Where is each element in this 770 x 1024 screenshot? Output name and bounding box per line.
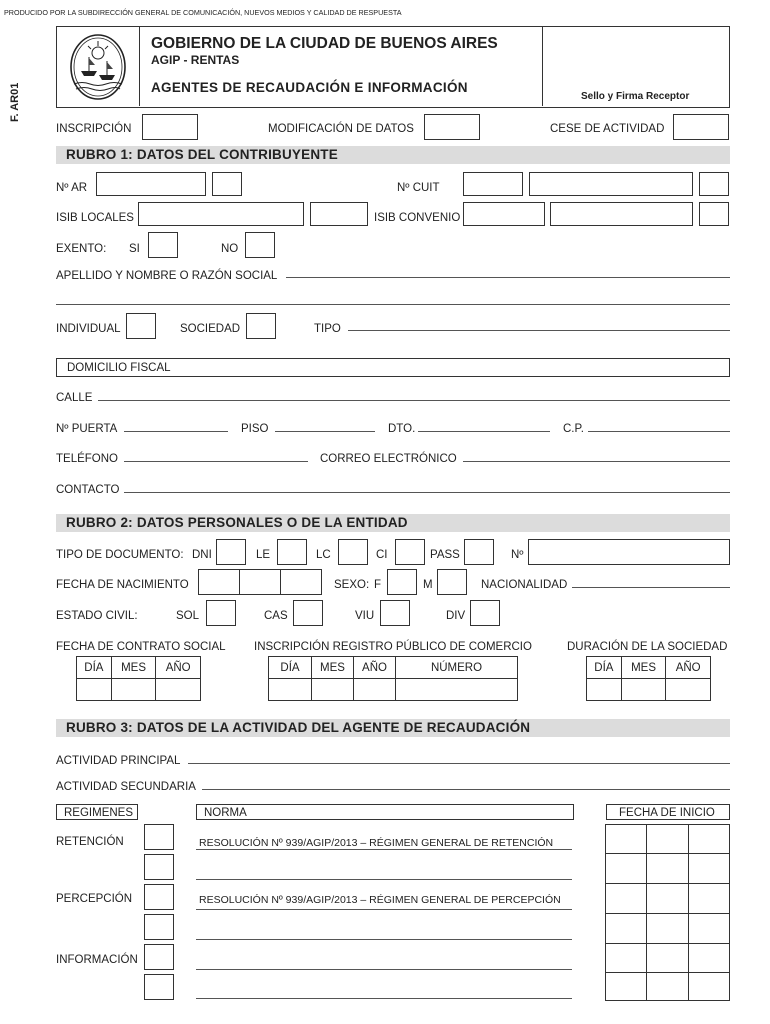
contrato-dia-input[interactable] bbox=[77, 679, 112, 701]
norma-line-3[interactable] bbox=[196, 909, 572, 910]
informacion-label: INFORMACIÓN bbox=[56, 954, 138, 966]
viu-label: VIU bbox=[355, 610, 375, 622]
sexo-m-checkbox[interactable] bbox=[437, 569, 467, 595]
actividad-secundaria-label: ACTIVIDAD SECUNDARIA bbox=[56, 781, 196, 793]
fecha-contrato-table bbox=[76, 656, 201, 701]
registro-dia-header: DÍA bbox=[269, 657, 312, 679]
regimen-checkbox-3[interactable] bbox=[144, 884, 174, 910]
registro-anio-header: AÑO bbox=[354, 657, 396, 679]
registro-anio-input[interactable] bbox=[354, 679, 396, 701]
div-label: DIV bbox=[446, 610, 466, 622]
registro-numero-header: NÚMERO bbox=[396, 657, 518, 679]
le-label: LE bbox=[256, 549, 271, 561]
res-retencion-text: RESOLUCIÓN Nº 939/AGIP/2013 – RÉGIMEN GENERAL DE RETENCIÓN bbox=[199, 837, 554, 849]
nacionalidad-label: NACIONALIDAD bbox=[481, 579, 568, 591]
nro-ar-input[interactable] bbox=[96, 172, 206, 196]
ci-label: CI bbox=[376, 549, 388, 561]
fecha-nac-anio-input[interactable] bbox=[280, 569, 322, 595]
fecha-nac-label: FECHA DE NACIMIENTO bbox=[56, 579, 189, 591]
cese-label: CESE DE ACTIVIDAD bbox=[550, 123, 665, 135]
isib-convenio-input[interactable] bbox=[550, 202, 693, 226]
norma-line-4[interactable] bbox=[196, 939, 572, 940]
inscripcion-registro-label: INSCRIPCIÓN REGISTRO PÚBLICO DE COMERCIO bbox=[254, 641, 532, 653]
cp-input-line[interactable] bbox=[588, 431, 730, 432]
contacto-input-line[interactable] bbox=[124, 492, 730, 493]
inscripcion-checkbox[interactable] bbox=[142, 114, 198, 140]
individual-checkbox[interactable] bbox=[126, 313, 156, 339]
exento-si-label: SI bbox=[129, 243, 140, 255]
title-cell bbox=[140, 27, 543, 106]
inscripcion-label: INSCRIPCIÓN bbox=[56, 123, 132, 135]
registro-table bbox=[268, 656, 518, 701]
rubro2-header bbox=[56, 514, 730, 532]
telefono-label: TELÉFONO bbox=[56, 453, 118, 465]
isib-locales-input[interactable] bbox=[138, 202, 304, 226]
isib-locales-digit-input[interactable] bbox=[310, 202, 368, 226]
stamp-label: Sello y Firma Receptor bbox=[581, 91, 690, 102]
nro-ar-label: Nº AR bbox=[56, 182, 88, 194]
lc-checkbox[interactable] bbox=[338, 539, 368, 565]
header-subtitle: AGIP - RENTAS bbox=[151, 53, 240, 67]
logo-cell bbox=[57, 27, 140, 106]
contrato-mes-header: MES bbox=[111, 657, 156, 679]
registro-numero-input[interactable] bbox=[396, 679, 518, 701]
cuit-digit-input[interactable] bbox=[699, 172, 729, 196]
tipo-doc-label: TIPO DE DOCUMENTO: bbox=[56, 549, 184, 561]
le-checkbox[interactable] bbox=[277, 539, 307, 565]
rubro3-num: RUBRO 3: bbox=[66, 720, 133, 735]
calle-input-line[interactable] bbox=[98, 400, 730, 401]
nro-ar-digit-input[interactable] bbox=[212, 172, 242, 196]
puerta-input-line[interactable] bbox=[124, 431, 228, 432]
viu-checkbox[interactable] bbox=[380, 600, 410, 626]
regimen-checkbox-6[interactable] bbox=[144, 974, 174, 1000]
lc-label: LC bbox=[316, 549, 331, 561]
percepcion-label: PERCEPCIÓN bbox=[56, 893, 133, 905]
actividad-principal-input-line[interactable] bbox=[188, 763, 730, 764]
nro-doc-label: Nº bbox=[511, 549, 524, 561]
nro-doc-input[interactable] bbox=[528, 539, 730, 565]
fecha-inicio-label: FECHA DE INICIO bbox=[619, 807, 715, 819]
puerta-label: Nº PUERTA bbox=[56, 423, 118, 435]
sol-label: SOL bbox=[176, 610, 200, 622]
fecha-inicio-grid[interactable] bbox=[605, 824, 731, 1002]
sexo-f-checkbox[interactable] bbox=[387, 569, 417, 595]
top-note: PRODUCIDO POR LA SUBDIRECCIÓN GENERAL DE COMUNICACIÓN, NUEVOS MEDIOS Y CALIDAD DE RESPUESTA bbox=[4, 8, 402, 17]
duracion-mes-input[interactable] bbox=[621, 679, 666, 701]
ci-checkbox[interactable] bbox=[395, 539, 425, 565]
duracion-mes-header: MES bbox=[621, 657, 666, 679]
sociedad-checkbox[interactable] bbox=[246, 313, 276, 339]
fecha-nac-dia-input[interactable] bbox=[198, 569, 240, 595]
regimenes-header bbox=[56, 804, 138, 820]
modificacion-label: MODIFICACIÓN DE DATOS bbox=[268, 123, 414, 135]
sociedad-label: SOCIEDAD bbox=[180, 323, 241, 335]
domicilio-fiscal-header bbox=[56, 358, 730, 377]
res-percepcion-text: RESOLUCIÓN Nº 939/AGIP/2013 – RÉGIMEN GENERAL DE PERCEPCIÓN bbox=[199, 894, 561, 906]
duracion-table bbox=[586, 656, 711, 701]
dto-input-line[interactable] bbox=[418, 431, 550, 432]
registro-dia-input[interactable] bbox=[269, 679, 312, 701]
exento-label: EXENTO: bbox=[56, 243, 107, 255]
regimen-checkbox-5[interactable] bbox=[144, 944, 174, 970]
calle-label: CALLE bbox=[56, 392, 93, 404]
isib-convenio-digit-input[interactable] bbox=[699, 202, 729, 226]
rubro2-num: RUBRO 2: bbox=[66, 515, 133, 530]
exento-no-checkbox[interactable] bbox=[245, 232, 275, 258]
contacto-label: CONTACTO bbox=[56, 484, 120, 496]
isib-convenio-label: ISIB CONVENIO bbox=[374, 212, 461, 224]
tipo-label: TIPO bbox=[314, 323, 341, 335]
retencion-label: RETENCIÓN bbox=[56, 836, 124, 848]
apellido-label: APELLIDO Y NOMBRE O RAZÓN SOCIAL bbox=[56, 270, 278, 282]
fecha-inicio-header bbox=[606, 804, 730, 820]
regimen-checkbox-1[interactable] bbox=[144, 824, 174, 850]
rubro1-num: RUBRO 1: bbox=[66, 147, 133, 162]
cuit-prefix-input[interactable] bbox=[463, 172, 523, 196]
sol-checkbox[interactable] bbox=[206, 600, 236, 626]
contrato-dia-header: DÍA bbox=[77, 657, 112, 679]
duracion-dia-input[interactable] bbox=[587, 679, 622, 701]
regimen-checkbox-2[interactable] bbox=[144, 854, 174, 880]
exento-no-label: NO bbox=[221, 243, 239, 255]
correo-input-line[interactable] bbox=[463, 461, 730, 462]
contrato-anio-input[interactable] bbox=[156, 679, 201, 701]
norma-line-6[interactable] bbox=[196, 998, 572, 999]
rubro3-header bbox=[56, 719, 730, 737]
norma-line-5[interactable] bbox=[196, 969, 572, 970]
tipo-input-line[interactable] bbox=[348, 330, 730, 331]
registro-mes-header: MES bbox=[312, 657, 354, 679]
sexo-m-label: M bbox=[423, 579, 433, 591]
estado-civil-label: ESTADO CIVIL: bbox=[56, 610, 138, 622]
rubro1-title: DATOS DEL CONTRIBUYENTE bbox=[136, 147, 338, 162]
telefono-input-line[interactable] bbox=[124, 461, 308, 462]
cp-label: C.P. bbox=[563, 423, 584, 435]
pass-checkbox[interactable] bbox=[464, 539, 494, 565]
regimenes-label: REGIMENES bbox=[64, 807, 134, 819]
contrato-anio-header: AÑO bbox=[156, 657, 201, 679]
duracion-anio-input[interactable] bbox=[666, 679, 711, 701]
norma-label: NORMA bbox=[204, 807, 247, 819]
fecha-contrato-label: FECHA DE CONTRATO SOCIAL bbox=[56, 641, 226, 653]
fecha-nac-mes-input[interactable] bbox=[239, 569, 281, 595]
cese-checkbox[interactable] bbox=[673, 114, 729, 140]
dto-label: DTO. bbox=[388, 423, 416, 435]
header-title: GOBIERNO DE LA CIUDAD DE BUENOS AIRES bbox=[151, 35, 498, 52]
nacionalidad-input-line[interactable] bbox=[572, 587, 730, 588]
individual-label: INDIVIDUAL bbox=[56, 323, 121, 335]
sexo-label: SEXO: bbox=[334, 579, 370, 591]
contrato-mes-input[interactable] bbox=[111, 679, 156, 701]
actividad-secundaria-input-line[interactable] bbox=[202, 789, 730, 790]
apellido-input-line-2[interactable] bbox=[56, 304, 730, 305]
duracion-anio-header: AÑO bbox=[666, 657, 711, 679]
div-checkbox[interactable] bbox=[470, 600, 500, 626]
regimen-checkbox-4[interactable] bbox=[144, 914, 174, 940]
domicilio-label: DOMICILIO FISCAL bbox=[67, 362, 171, 374]
correo-label: CORREO ELECTRÓNICO bbox=[320, 453, 457, 465]
cas-checkbox[interactable] bbox=[293, 600, 323, 626]
form-title: AGENTES DE RECAUDACIÓN E INFORMACIÓN bbox=[151, 80, 468, 95]
registro-mes-input[interactable] bbox=[312, 679, 354, 701]
actividad-principal-label: ACTIVIDAD PRINCIPAL bbox=[56, 755, 181, 767]
cas-label: CAS bbox=[264, 610, 288, 622]
dni-label: DNI bbox=[192, 549, 212, 561]
piso-label: PISO bbox=[241, 423, 269, 435]
pass-label: PASS bbox=[430, 549, 460, 561]
duracion-label: DURACIÓN DE LA SOCIEDAD bbox=[567, 641, 728, 653]
modificacion-checkbox[interactable] bbox=[424, 114, 480, 140]
city-seal-icon bbox=[57, 27, 139, 106]
rubro2-title: DATOS PERSONALES O DE LA ENTIDAD bbox=[136, 515, 408, 530]
cuit-number-input[interactable] bbox=[529, 172, 693, 196]
nro-cuit-label: Nº CUIT bbox=[397, 182, 440, 194]
form-code: F. AR01 bbox=[9, 82, 21, 122]
dni-checkbox[interactable] bbox=[216, 539, 246, 565]
isib-convenio-prefix-input[interactable] bbox=[463, 202, 545, 226]
norma-line-1[interactable] bbox=[196, 849, 572, 850]
sexo-f-label: F bbox=[374, 579, 382, 591]
header-box bbox=[56, 26, 730, 108]
exento-si-checkbox[interactable] bbox=[148, 232, 178, 258]
rubro3-title: DATOS DE LA ACTIVIDAD DEL AGENTE DE RECAUDACIÓN bbox=[136, 720, 531, 735]
norma-header bbox=[196, 804, 574, 820]
norma-line-2[interactable] bbox=[196, 879, 572, 880]
piso-input-line[interactable] bbox=[275, 431, 375, 432]
apellido-input-line[interactable] bbox=[286, 277, 730, 278]
duracion-dia-header: DÍA bbox=[587, 657, 622, 679]
isib-locales-label: ISIB LOCALES bbox=[56, 212, 134, 224]
rubro1-header bbox=[56, 146, 730, 164]
